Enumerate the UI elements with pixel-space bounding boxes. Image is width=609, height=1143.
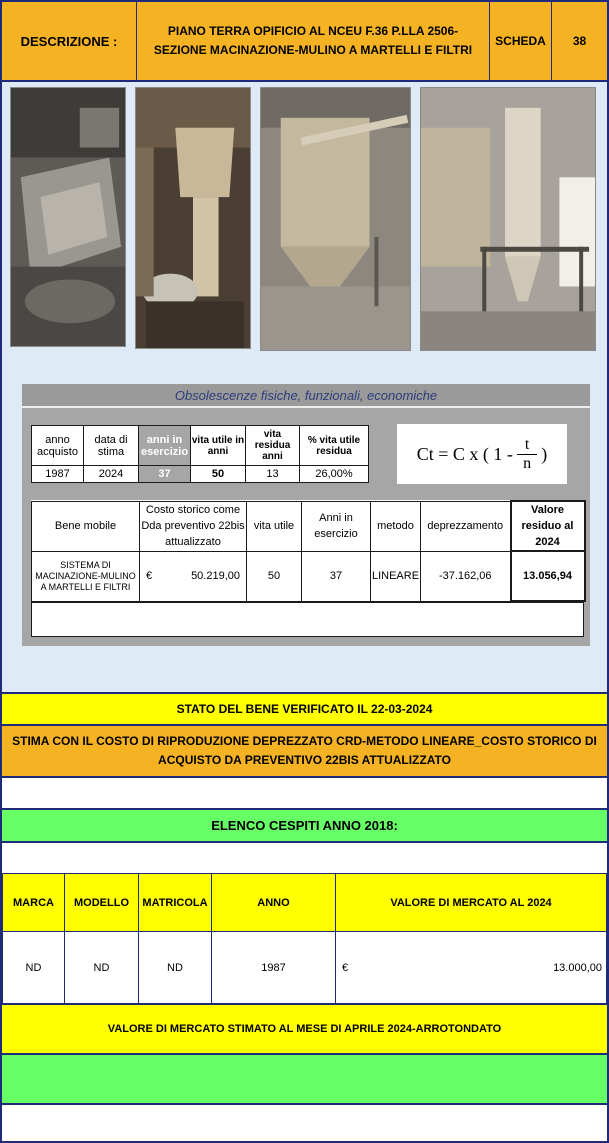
bottom-empty-band bbox=[2, 1103, 607, 1141]
elenco-cespiti-band: ELENCO CESPITI ANNO 2018: bbox=[2, 808, 607, 841]
formula-lhs: Ct = C x ( 1 - bbox=[416, 443, 513, 464]
costo-storico-cell bbox=[140, 551, 247, 601]
panel-title: Obsolescenze fisiche, funzionali, economiche bbox=[22, 384, 590, 408]
modello-value: ND bbox=[65, 932, 139, 1004]
descrizione-label: DESCRIZIONE : bbox=[2, 2, 137, 80]
valore-residuo-header: Valore residuo al 2024 bbox=[511, 501, 585, 551]
spacer-band-1 bbox=[2, 776, 607, 808]
anno-acquisto-header: anno acquisto bbox=[32, 426, 84, 466]
anno-acquisto-value: 1987 bbox=[32, 466, 84, 483]
header-title: PIANO TERRA OPIFICIO AL NCEU F.36 P.LLA 2506-SEZIONE MACINAZIONE-MULINO A MARTELLI E FILTRI bbox=[137, 2, 490, 80]
anni-esercizio-header: anni in esercizio bbox=[139, 426, 191, 466]
vita-utile-col-header: vita utile bbox=[247, 501, 302, 551]
valore-mercato-value: 13.000,00 bbox=[553, 961, 602, 974]
vita-utile-residua-value: 26,00% bbox=[300, 466, 369, 483]
marca-header: MARCA bbox=[3, 874, 65, 932]
vita-utile-col-value: 50 bbox=[247, 551, 302, 601]
costo-currency: € bbox=[146, 570, 153, 582]
formula-close: ) bbox=[541, 443, 548, 464]
spacer-band-2 bbox=[2, 841, 607, 873]
depreciation-formula bbox=[397, 424, 567, 484]
vita-utile-residua-header: % vita utile residua bbox=[300, 426, 369, 466]
valore-mercato-header: VALORE DI MERCATO AL 2024 bbox=[336, 874, 607, 932]
data-stima-header: data di stima bbox=[84, 426, 139, 466]
stima-method-band: STIMA CON IL COSTO DI RIPRODUZIONE DEPREZZATO CRD-METODO LINEARE_COSTO STORICO DI ACQUISTO DA PREVENTIVO 22BIS ATTUALIZZATO bbox=[2, 724, 607, 776]
anni-esercizio-col-value: 37 bbox=[302, 551, 371, 601]
detail-table bbox=[31, 500, 586, 602]
valore-note-band: VALORE DI MERCATO STIMATO AL MESE DI APRILE 2024-ARROTONDATO bbox=[2, 1003, 607, 1053]
scheda-number: 38 bbox=[572, 33, 587, 48]
deprezzamento-value: -37.162,06 bbox=[421, 551, 511, 601]
cespiti-table bbox=[2, 873, 607, 1004]
photo-and-calculation-area bbox=[2, 82, 607, 692]
photo-hammer-mill-closeup bbox=[10, 87, 126, 347]
photo-mill-motor bbox=[135, 87, 251, 349]
data-stima-value: 2024 bbox=[84, 466, 139, 483]
photo-bag-filter bbox=[260, 87, 411, 351]
anni-esercizio-col-header: Anni in esercizio bbox=[302, 501, 371, 551]
costo-storico-value: 50.219,00 bbox=[191, 570, 240, 582]
stato-bene-band: STATO DEL BENE VERIFICATO IL 22-03-2024 bbox=[2, 692, 607, 724]
summary-table bbox=[31, 425, 369, 483]
costo-storico-header: Costo storico come Dda preventivo 22bis attualizzato bbox=[140, 501, 247, 551]
green-empty-band bbox=[2, 1053, 607, 1103]
vita-utile-header: vita utile in anni bbox=[191, 426, 246, 466]
modello-header: MODELLO bbox=[65, 874, 139, 932]
bene-mobile-value: SISTEMA DI MACINAZIONE-MULINO A MARTELLI E FILTRI bbox=[32, 551, 140, 601]
formula-numerator: t bbox=[517, 436, 537, 455]
formula-denominator: n bbox=[523, 454, 532, 472]
metodo-value: LINEARE bbox=[371, 551, 421, 601]
detail-empty-row bbox=[31, 602, 584, 637]
vita-residua-header: vita residua anni bbox=[246, 426, 300, 466]
marca-value: ND bbox=[3, 932, 65, 1004]
anni-esercizio-value: 37 bbox=[139, 466, 191, 483]
vita-utile-value: 50 bbox=[191, 466, 246, 483]
valore-residuo-value: 13.056,94 bbox=[511, 551, 585, 601]
photo-cyclone-filter bbox=[420, 87, 596, 351]
metodo-header: metodo bbox=[371, 501, 421, 551]
bene-mobile-header: Bene mobile bbox=[32, 501, 140, 551]
anno-value: 1987 bbox=[212, 932, 336, 1004]
obsolescence-panel bbox=[22, 384, 590, 646]
anno-header: ANNO bbox=[212, 874, 336, 932]
matricola-value: ND bbox=[139, 932, 212, 1004]
matricola-header: MATRICOLA bbox=[139, 874, 212, 932]
deprezzamento-header: deprezzamento bbox=[421, 501, 511, 551]
formula-fraction bbox=[517, 436, 537, 473]
header-row bbox=[2, 2, 607, 82]
vita-residua-value: 13 bbox=[246, 466, 300, 483]
valore-currency: € bbox=[342, 961, 349, 974]
valore-mercato-cell bbox=[336, 932, 607, 1004]
scheda-label: SCHEDA bbox=[490, 2, 552, 80]
